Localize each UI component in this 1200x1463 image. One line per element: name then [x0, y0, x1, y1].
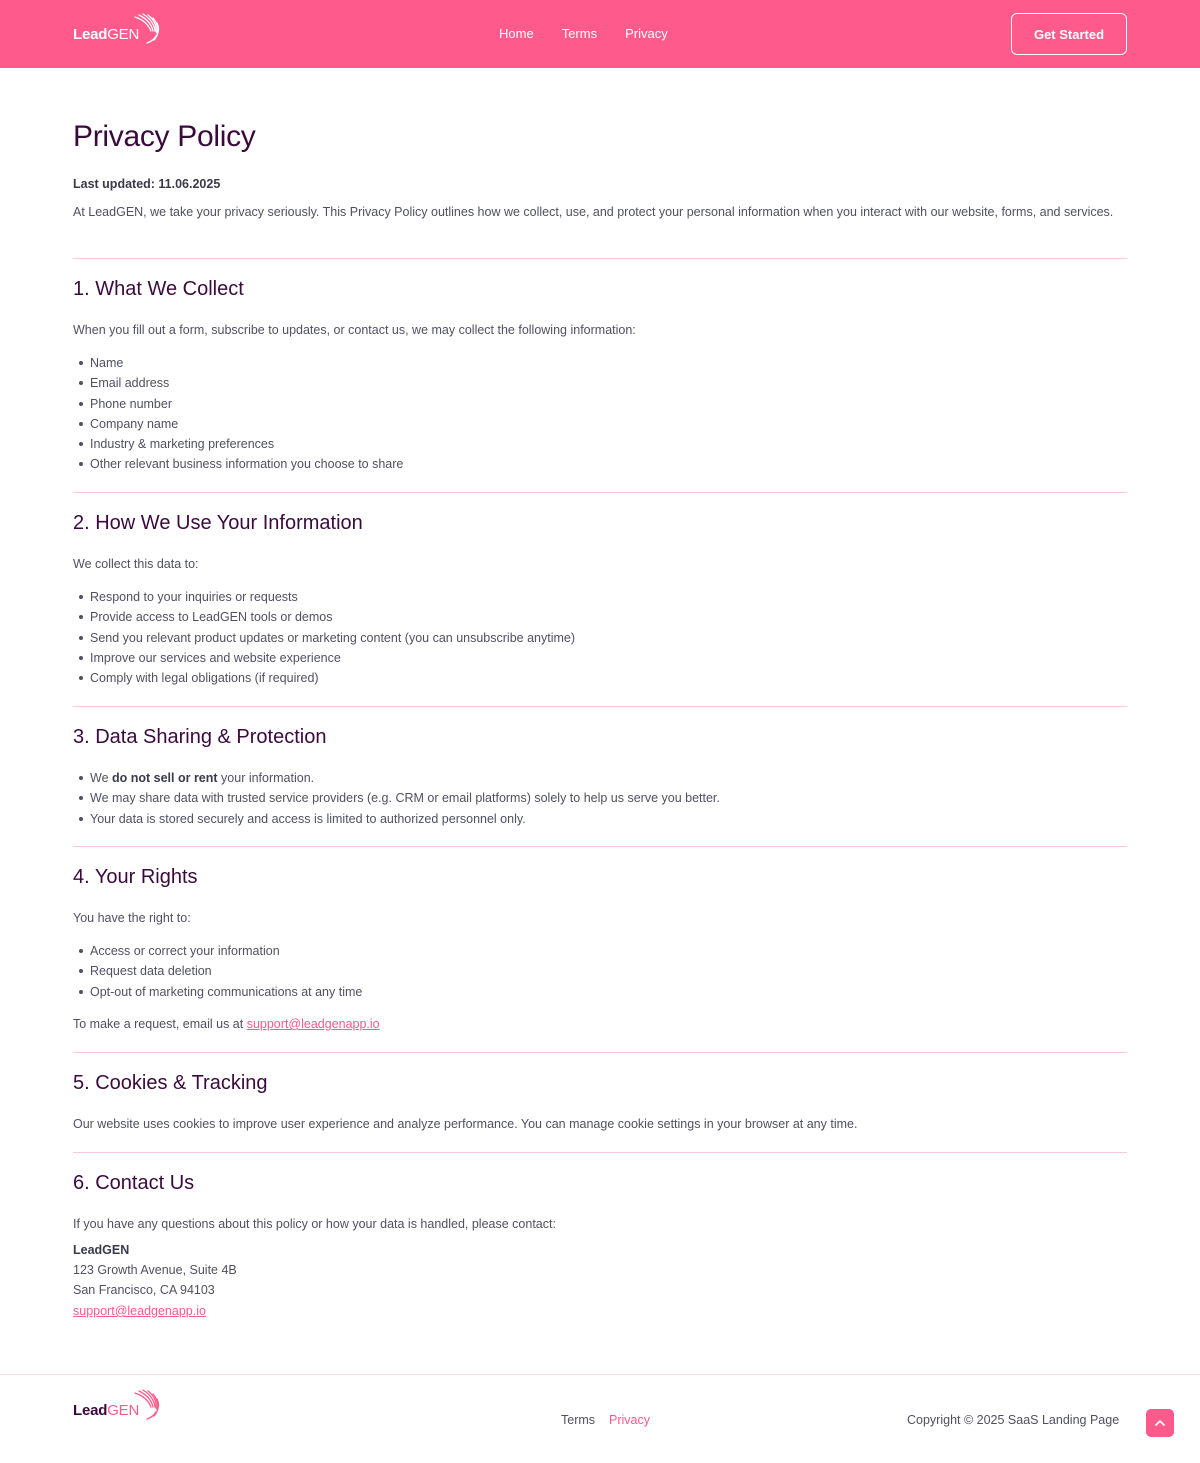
list-item: We may share data with trusted service providers (e.g. CRM or email platforms) solely to help us serve you better. [73, 788, 720, 808]
list-item: Company name [73, 414, 403, 434]
contact-address-line2: San Francisco, CA 94103 [73, 1283, 215, 1297]
intro-text: At LeadGEN, we take your privacy seriously. This Privacy Policy outlines how we collect, use, and protect your personal information when you interact with our website, forms, and services. [73, 205, 1114, 219]
list-item: Email address [73, 373, 403, 393]
footer-nav [561, 1413, 650, 1427]
section-5-title: 5. Cookies & Tracking [73, 1072, 268, 1094]
divider [73, 258, 1127, 259]
contact-email [73, 1301, 206, 1321]
get-started-button[interactable]: Get Started [1011, 13, 1127, 55]
list-item: Improve our services and website experience [73, 648, 575, 668]
item-emphasis: do not sell or rent [112, 771, 218, 785]
site-header [0, 0, 1200, 68]
section-3-title: 3. Data Sharing & Protection [73, 726, 327, 748]
section-2-text: We collect this data to: [73, 557, 199, 571]
site-footer [0, 1374, 1200, 1463]
list-item: Request data deletion [73, 961, 362, 981]
section-4-title: 4. Your Rights [73, 866, 198, 888]
footer-link-privacy[interactable]: Privacy [609, 1413, 651, 1427]
footer-link-terms[interactable]: Terms [561, 1413, 596, 1427]
request-line [73, 1014, 380, 1034]
nav-privacy[interactable]: Privacy [625, 26, 668, 41]
burst-logo-icon [131, 13, 161, 45]
copyright-text: Copyright © 2025 SaaS Landing Page [907, 1413, 1120, 1427]
section-1-title: 1. What We Collect [73, 278, 244, 300]
list-item: Send you relevant product updates or marketing content (you can unsubscribe anytime) [73, 628, 575, 648]
chevron-up-icon [1153, 1416, 1167, 1430]
section-1-list [73, 353, 403, 475]
list-item: Name [73, 353, 403, 373]
divider [73, 1152, 1127, 1153]
list-item: Comply with legal obligations (if required) [73, 668, 575, 688]
header-logo[interactable] [73, 18, 161, 50]
section-6-title: 6. Contact Us [73, 1172, 195, 1194]
scroll-to-top-button[interactable] [1146, 1409, 1174, 1437]
page-title: Privacy Policy [73, 120, 256, 153]
logo-lead-text: Lead [73, 25, 108, 43]
main-nav [499, 26, 668, 41]
contact-email-link[interactable]: support@leadgenapp.io [73, 1304, 206, 1318]
list-item: Opt-out of marketing communications at any time [73, 982, 362, 1002]
nav-home[interactable]: Home [499, 26, 534, 41]
section-3-list [73, 768, 720, 829]
list-item: Other relevant business information you choose to share [73, 454, 403, 474]
list-item [73, 768, 720, 788]
policy-content [73, 120, 1127, 1318]
list-item: Your data is stored securely and access is limited to authorized personnel only. [73, 809, 720, 829]
section-2-title: 2. How We Use Your Information [73, 512, 363, 534]
divider [73, 706, 1127, 707]
section-4-text: You have the right to: [73, 911, 191, 925]
list-item: Industry & marketing preferences [73, 434, 403, 454]
list-item: Respond to your inquiries or requests [73, 587, 575, 607]
item-text: your information. [217, 771, 315, 785]
list-item: Phone number [73, 394, 403, 414]
item-text: We [90, 771, 112, 785]
section-1-text: When you fill out a form, subscribe to updates, or contact us, we may collect the following information: [73, 323, 636, 337]
logo-gen-text: GEN [107, 25, 140, 43]
contact-company: LeadGEN [73, 1243, 130, 1257]
section-6-text: If you have any questions about this policy or how your data is handled, please contact: [73, 1217, 556, 1231]
section-5-text: Our website uses cookies to improve user experience and analyze performance. You can manage cookie settings in your browser at any time. [73, 1117, 858, 1131]
divider [73, 492, 1127, 493]
divider [73, 1052, 1127, 1053]
footer-logo-lead: Lead [73, 1401, 108, 1419]
footer-logo-gen: GEN [107, 1401, 140, 1419]
support-email-link[interactable]: support@leadgenapp.io [246, 1017, 380, 1031]
contact-address-line1: 123 Growth Avenue, Suite 4B [73, 1263, 237, 1277]
list-item: Provide access to LeadGEN tools or demos [73, 607, 575, 627]
last-updated: Last updated: 11.06.2025 [73, 177, 221, 191]
footer-logo[interactable] [73, 1399, 161, 1421]
list-item: Access or correct your information [73, 941, 362, 961]
burst-logo-icon [131, 1389, 161, 1421]
divider [73, 846, 1127, 847]
section-2-list [73, 587, 575, 688]
request-text: To make a request, email us at [73, 1017, 247, 1031]
section-4-list [73, 941, 362, 1002]
nav-terms[interactable]: Terms [561, 26, 598, 41]
